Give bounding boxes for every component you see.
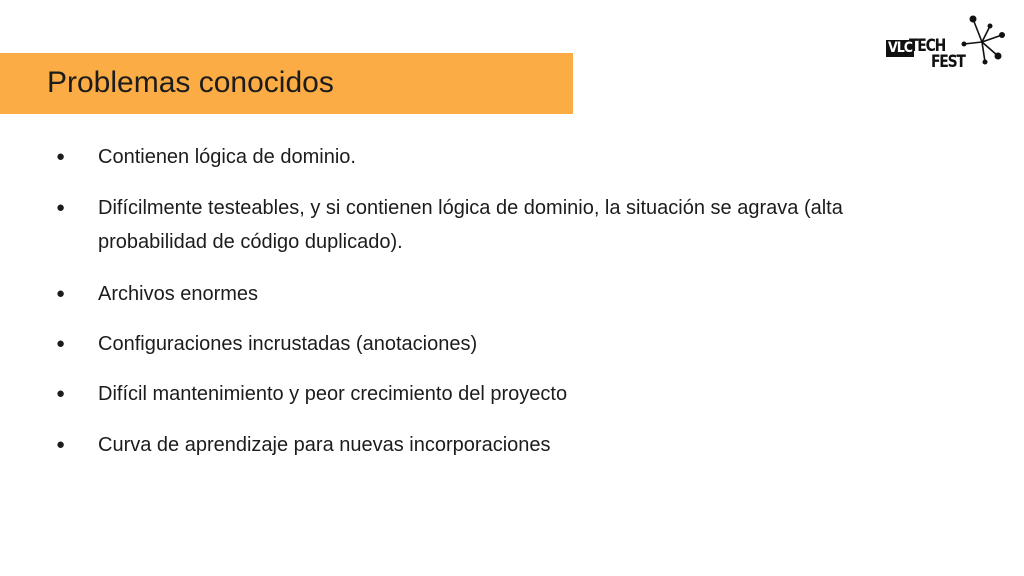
bullet-item: [56, 191, 936, 259]
bullet-dot: ●: [56, 148, 66, 165]
bullet-dot: ●: [56, 199, 66, 216]
vlctechfest-logo: [884, 14, 1006, 72]
bullet-item: [56, 428, 936, 462]
bullet-item: [56, 377, 936, 411]
bullet-dot: ●: [56, 285, 66, 302]
logo-badge-vlc: VLC: [888, 40, 913, 56]
bullet-dot: ●: [56, 335, 66, 352]
logo-word-fest: FEST: [931, 52, 965, 72]
bullet-item: [56, 277, 936, 311]
bullet-text: Difícilmente testeables, y si contienen lógica de dominio, la situación se agrava (alta probabilidad de código duplicado).: [98, 197, 843, 253]
bullet-dot: ●: [56, 436, 66, 453]
bullet-item: [56, 327, 936, 361]
bullet-dot: ●: [56, 385, 66, 402]
logo-word-tech: TECH: [909, 36, 946, 56]
bullet-text: Contienen lógica de dominio.: [98, 146, 356, 168]
bullet-text: Curva de aprendizaje para nuevas incorporaciones: [98, 434, 551, 456]
bullet-text: Configuraciones incrustadas (anotaciones): [98, 333, 478, 355]
bullet-item: [56, 140, 936, 174]
network-star-icon: [884, 14, 1006, 72]
slide-title: Problemas conocidos: [47, 66, 334, 99]
bullet-text: Archivos enormes: [98, 283, 259, 305]
bullet-text: Difícil mantenimiento y peor crecimiento del proyecto: [98, 383, 568, 405]
